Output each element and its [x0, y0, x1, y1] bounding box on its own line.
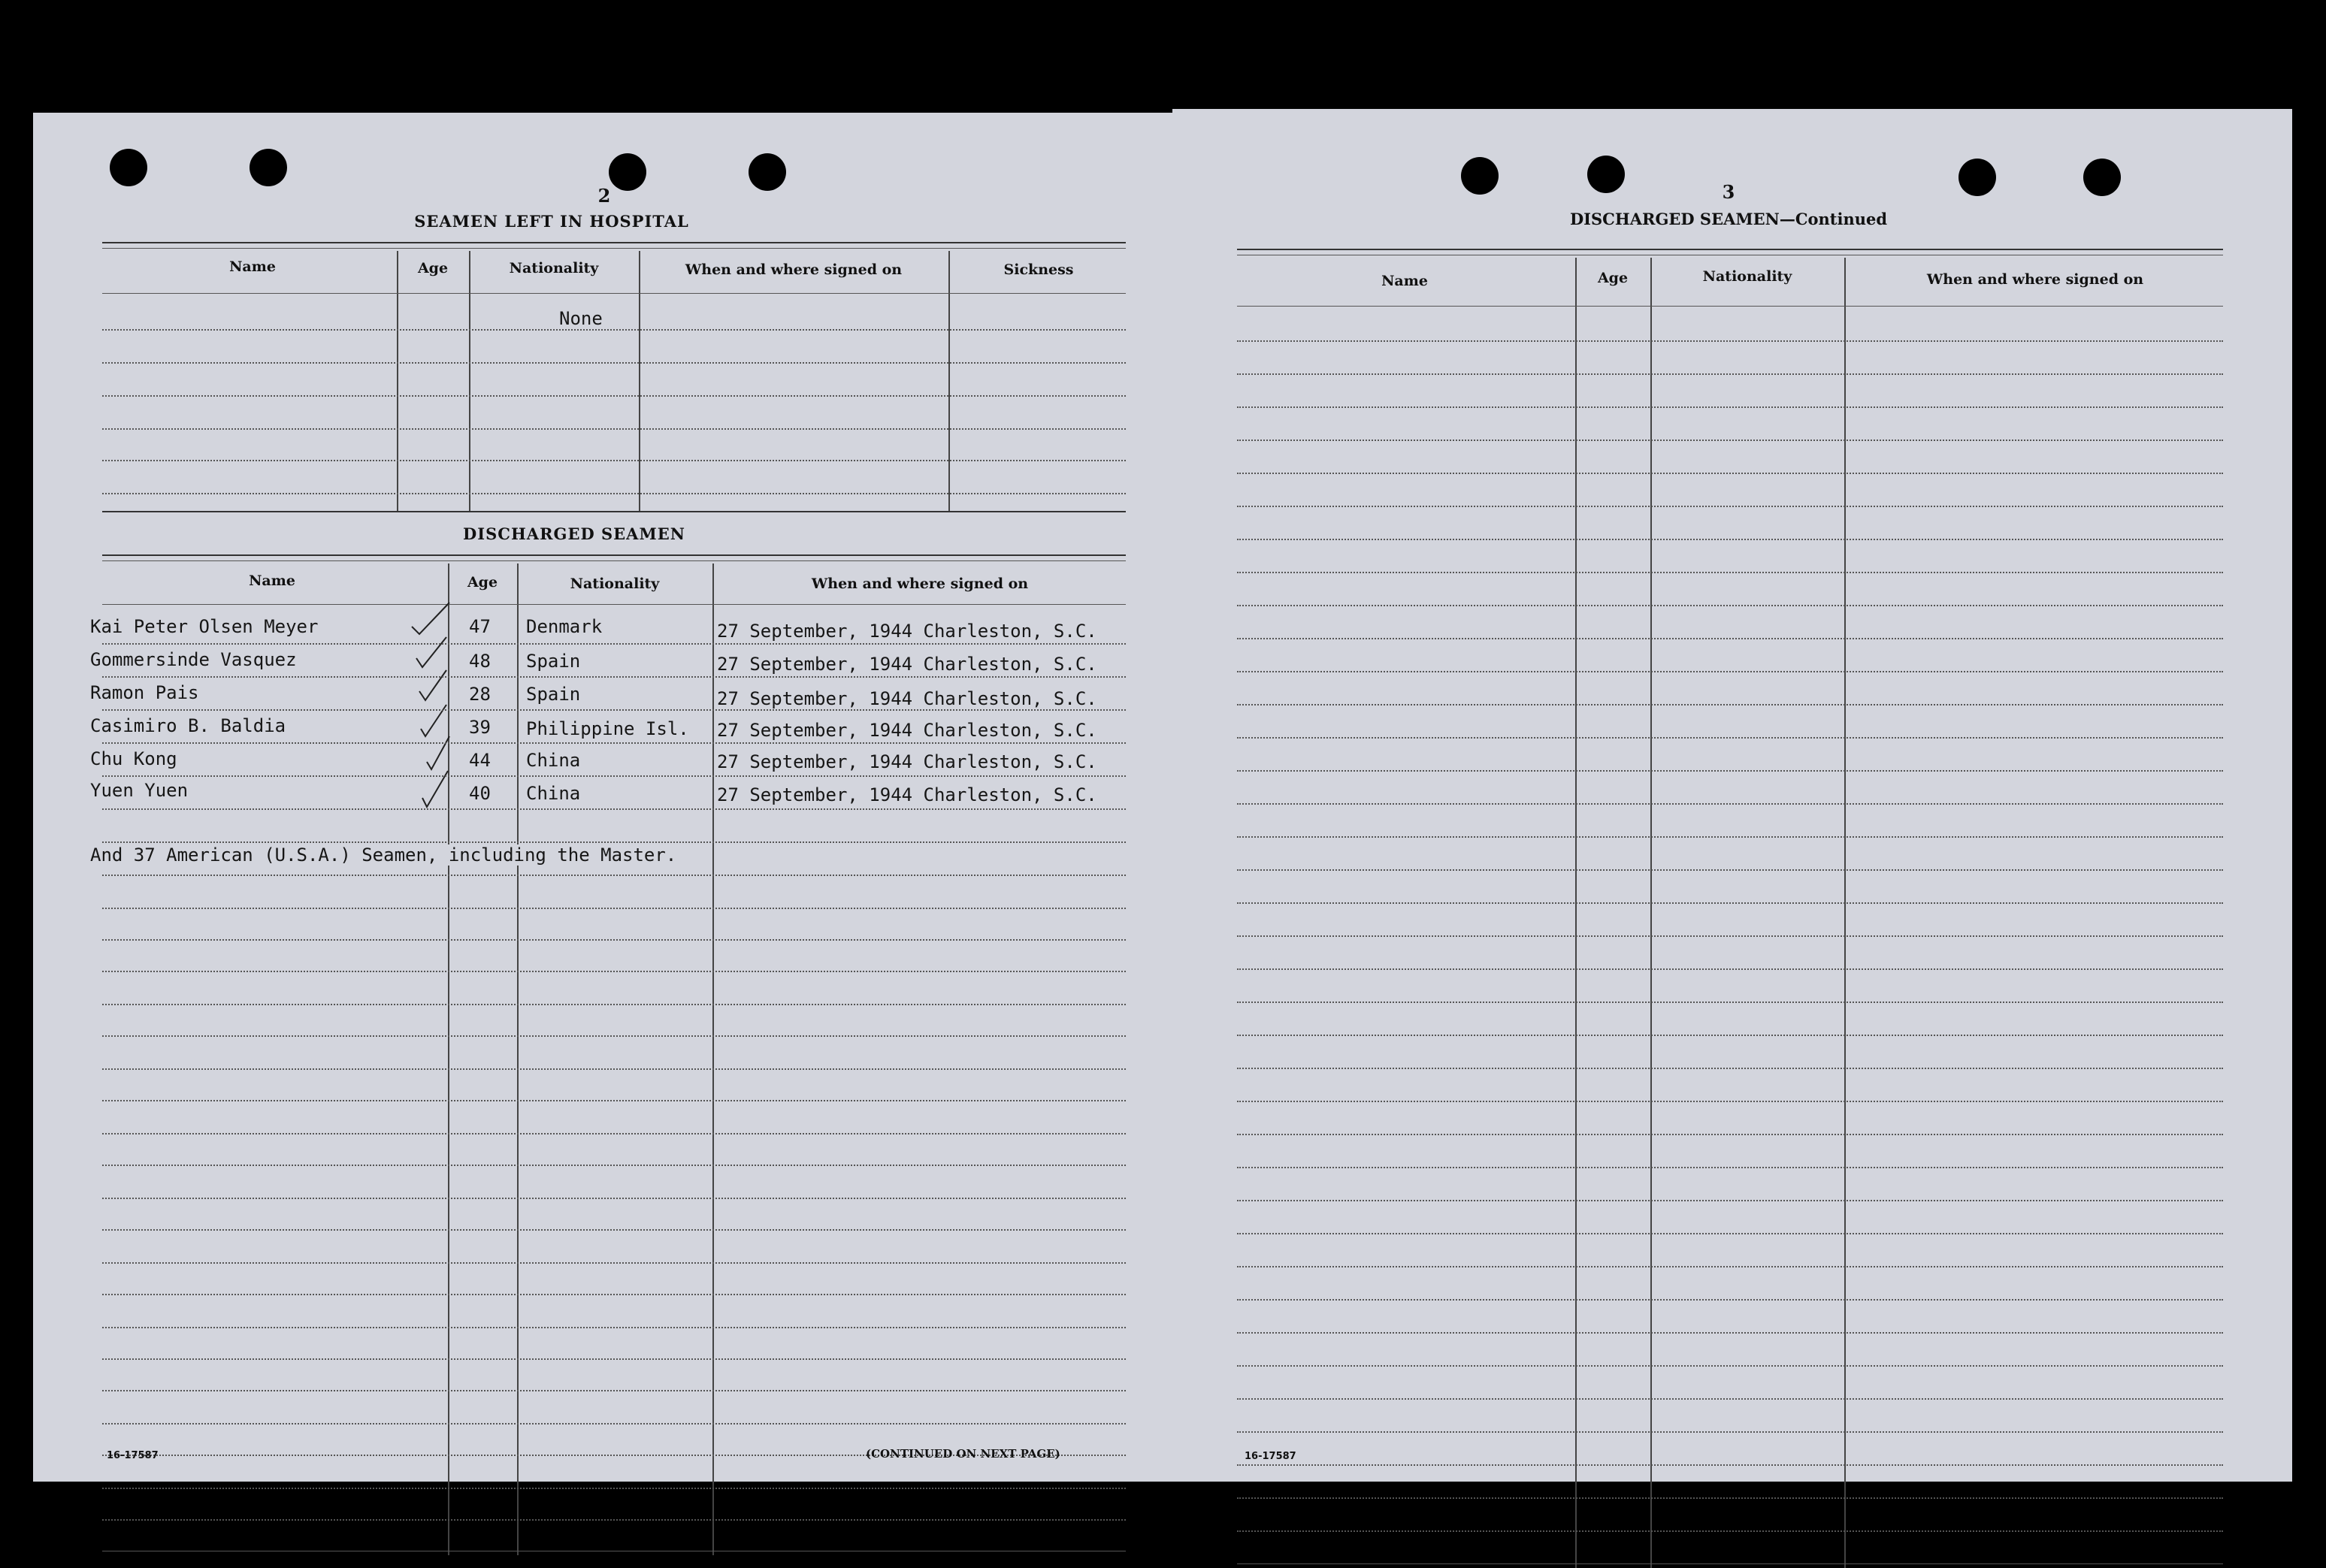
- check-mark-icon: [424, 733, 454, 772]
- col-header-age: Age: [1597, 270, 1629, 286]
- seaman-name: Chu Kong: [90, 748, 177, 769]
- col-header-signed-on: When and where signed on: [1926, 271, 2144, 288]
- seaman-age: 48: [469, 651, 491, 672]
- seaman-age: 40: [469, 783, 491, 804]
- col-header-name: Name: [1381, 273, 1428, 289]
- punch-hole: [2083, 159, 2121, 196]
- seaman-name: Ramon Pais: [90, 682, 199, 703]
- seaman-signed-on: 27 September, 1944 Charleston, S.C.: [717, 784, 1097, 805]
- punch-hole: [250, 149, 287, 186]
- col-header-nationality: Nationality: [509, 260, 599, 276]
- check-mark-icon: [419, 768, 452, 810]
- seaman-signed-on: 27 September, 1944 Charleston, S.C.: [717, 621, 1097, 642]
- seaman-nationality: Denmark: [526, 616, 603, 637]
- seaman-nationality: Philippine Isl.: [526, 718, 689, 739]
- col-header-name: Name: [229, 258, 276, 275]
- american-seamen-note: And 37 American (U.S.A.) Seamen, including the Master.: [90, 844, 681, 866]
- punch-hole: [1587, 156, 1625, 193]
- col-header-age: Age: [467, 574, 498, 591]
- section-title: DISCHARGED SEAMEN—Continued: [1569, 210, 1888, 228]
- seaman-nationality: Spain: [526, 684, 581, 705]
- form-number: 16-17587: [107, 1450, 159, 1461]
- col-header-nationality: Nationality: [570, 576, 660, 592]
- seaman-nationality: Spain: [526, 651, 581, 672]
- seaman-signed-on: 27 September, 1944 Charleston, S.C.: [717, 720, 1097, 741]
- col-header-nationality: Nationality: [1702, 268, 1792, 285]
- col-header-name: Name: [249, 573, 295, 589]
- punch-hole: [1958, 159, 1996, 196]
- right-page: [1172, 109, 2292, 1482]
- seaman-age: 39: [469, 717, 491, 738]
- col-header-signed-on: When and where signed on: [811, 576, 1029, 592]
- seaman-nationality: China: [526, 783, 581, 804]
- col-header-signed-on: When and where signed on: [685, 261, 903, 278]
- punch-hole: [110, 149, 147, 186]
- page-number: 2: [597, 185, 611, 207]
- col-header-sickness: Sickness: [1003, 261, 1074, 278]
- seaman-age: 47: [469, 616, 491, 637]
- col-header-age: Age: [417, 260, 449, 276]
- seaman-signed-on: 27 September, 1944 Charleston, S.C.: [717, 751, 1097, 772]
- seaman-signed-on: 27 September, 1944 Charleston, S.C.: [717, 688, 1097, 709]
- hospital-nationality-entry: None: [559, 308, 603, 329]
- seaman-age: 44: [469, 750, 491, 771]
- seaman-name: Casimiro B. Baldia: [90, 715, 286, 736]
- punch-hole: [749, 153, 786, 191]
- seaman-signed-on: 27 September, 1944 Charleston, S.C.: [717, 654, 1097, 675]
- form-number: 16-17587: [1245, 1451, 1296, 1462]
- continued-note: (CONTINUED ON NEXT PAGE): [866, 1447, 1060, 1461]
- seaman-name: Kai Peter Olsen Meyer: [90, 616, 319, 637]
- seaman-name: Yuen Yuen: [90, 780, 189, 801]
- discharged-section-title: DISCHARGED SEAMEN: [463, 524, 685, 543]
- page-number: 3: [1722, 181, 1735, 203]
- punch-hole: [1461, 157, 1499, 195]
- check-mark-icon: [409, 600, 454, 637]
- seaman-name: Gommersinde Vasquez: [90, 649, 297, 670]
- seaman-age: 28: [469, 684, 491, 705]
- left-page: [33, 113, 1172, 1482]
- check-mark-icon: [416, 667, 451, 703]
- check-mark-icon: [413, 634, 451, 670]
- hospital-section-title: SEAMEN LEFT IN HOSPITAL: [414, 212, 689, 231]
- seaman-nationality: China: [526, 750, 581, 771]
